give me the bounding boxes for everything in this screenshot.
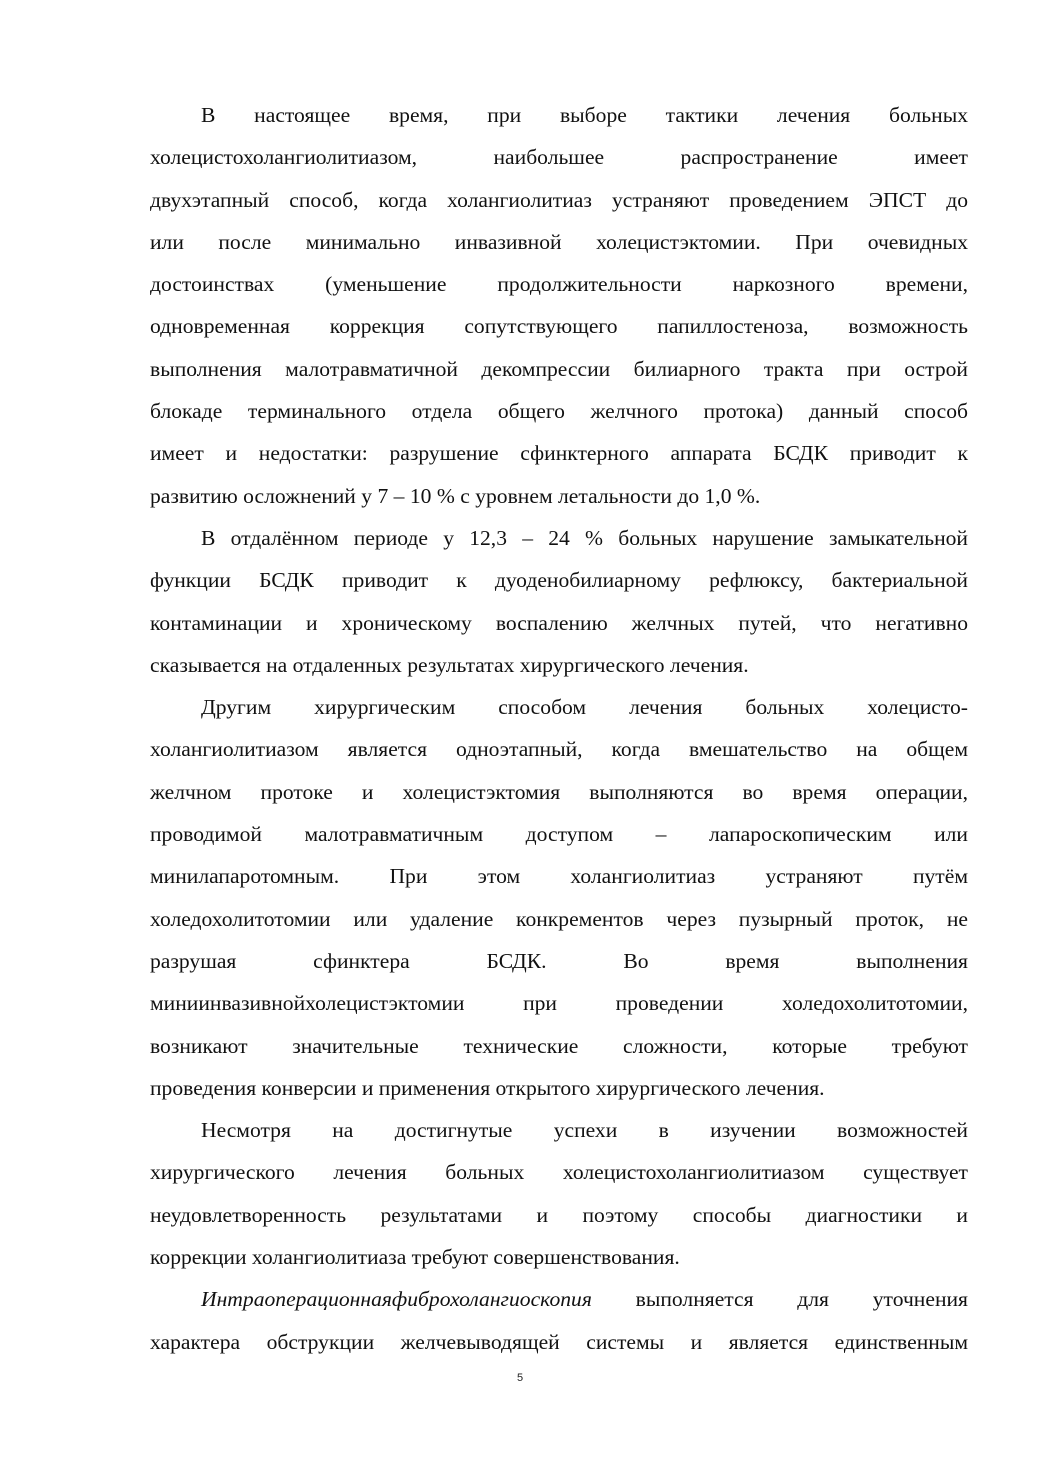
text-line: минилапаротомным. При этом холангиолитиаз устраняют путём bbox=[150, 864, 968, 889]
text-line: Несмотря на достигнутые успехи в изучении возможностей bbox=[201, 1118, 968, 1143]
paragraph-1 bbox=[150, 94, 968, 517]
paragraph-4 bbox=[150, 1109, 968, 1278]
text-line: Другим хирургическим способом лечения больных холецисто- bbox=[201, 695, 968, 720]
text-line: В настоящее время, при выборе тактики лечения больных bbox=[201, 103, 968, 127]
text-line: холедохолитотомии или удаление конкрементов через пузырный проток, не bbox=[150, 906, 968, 931]
italic-term: Интраоперационнаяфиброхолангиоскопия bbox=[201, 1287, 592, 1312]
text-line: неудовлетворенность результатами и поэтому способы диагностики и bbox=[150, 1202, 968, 1227]
text-line: В отдалённом периоде у 12,3 – 24 % больных нарушение замыкательной bbox=[201, 525, 968, 550]
text-line: блокаде терминального отдела общего желчного протока) данный способ bbox=[150, 399, 968, 424]
text-line: хирургического лечения больных холецистохолангиолитиазом существует bbox=[150, 1160, 968, 1185]
text-line: сказывается на отдаленных результатах хирургического лечения. bbox=[150, 652, 749, 677]
text-line: двухэтапный способ, когда холангиолитиаз устраняют проведением ЭПСТ до bbox=[150, 187, 968, 212]
text-line: характера обструкции желчевыводящей системы и является единственным bbox=[150, 1329, 968, 1354]
line-rest: выполняется для уточнения bbox=[591, 1287, 968, 1312]
text-line: развитию осложнений у 7 – 10 % с уровнем летальности до 1,0 %. bbox=[150, 483, 761, 508]
text-line: проведения конверсии и применения открытого хирургического лечения. bbox=[150, 1075, 825, 1100]
paragraph-5 bbox=[150, 1278, 968, 1363]
text-line: выполнения малотравматичной декомпрессии билиарного тракта при острой bbox=[150, 356, 968, 381]
text-line: желчном протоке и холецистэктомия выполняются во время операции, bbox=[150, 779, 968, 804]
text-line: холецистохолангиолитиазом, наибольшее распространение имеет bbox=[150, 145, 968, 170]
text-line: миниинвазивнойхолецистэктомии при проведении холедохолитотомии, bbox=[150, 991, 968, 1016]
page-number: 5 bbox=[516, 1372, 524, 1384]
text-line: или после минимально инвазивной холецистэктомии. При очевидных bbox=[150, 229, 968, 254]
text-line: достоинствах (уменьшение продолжительности наркозного времени, bbox=[150, 272, 968, 297]
body-text bbox=[150, 94, 968, 1363]
text-line: контаминации и хроническому воспалению желчных путей, что негативно bbox=[150, 610, 968, 635]
text-line: возникают значительные технические сложности, которые требуют bbox=[150, 1033, 968, 1058]
text-line: одновременная коррекция сопутствующего папиллостеноза, возможность bbox=[150, 314, 968, 339]
text-line: имеет и недостатки: разрушение сфинктерного аппарата БСДК приводит к bbox=[150, 441, 968, 466]
paragraph-2 bbox=[150, 517, 968, 686]
paragraph-3 bbox=[150, 686, 968, 1109]
text-line: проводимой малотравматичным доступом – лапароскопическим или bbox=[150, 822, 968, 847]
text-line: холангиолитиазом является одноэтапный, когда вмешательство на общем bbox=[150, 737, 968, 762]
text-line: функции БСДК приводит к дуоденобилиарному рефлюксу, бактериальной bbox=[150, 568, 968, 593]
text-line bbox=[150, 1278, 968, 1320]
text-line: коррекции холангиолитиаза требуют совершенствования. bbox=[150, 1245, 680, 1270]
text-line: разрушая сфинктера БСДК. Во время выполнения bbox=[150, 948, 968, 973]
